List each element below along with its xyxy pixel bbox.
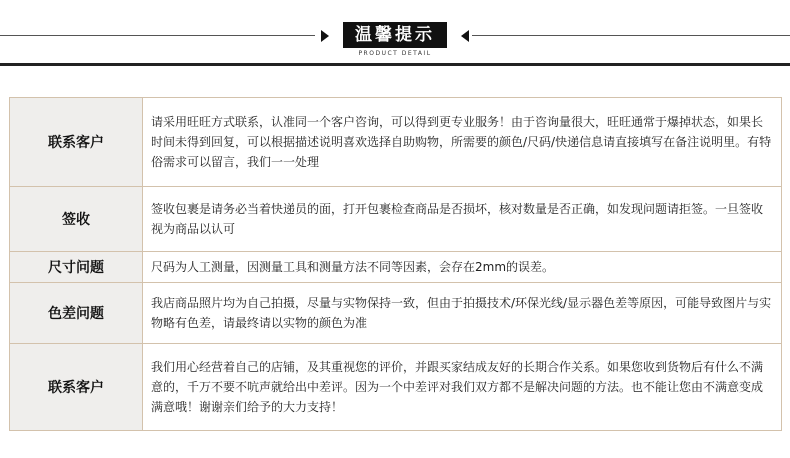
row-label: 色差问题: [10, 283, 143, 344]
table-row: [10, 344, 782, 431]
header-divider-right: [472, 35, 790, 36]
row-text: 尺码为人工测量，因测量工具和测量方法不同等因素，会存在2mm的误差。: [143, 252, 782, 283]
row-text: 我店商品照片均为自己拍摄，尽量与实物保持一致，但由于拍摄技术/环保光线/显示器色差等原因，可能导致图片与实物略有色差，请最终请以实物的颜色为准: [143, 283, 782, 344]
page-header: [0, 0, 790, 66]
table-row: [10, 283, 782, 344]
notice-table: [9, 97, 782, 431]
header-divider-left: [0, 35, 315, 36]
header-arrow-left-icon: [321, 30, 329, 42]
row-text: 我们用心经营着自己的店铺，及其重视您的评价，并跟买家结成友好的长期合作关系。如果您收到货物后有什么不满意的，千万不要不吭声就给出中差评。因为一个中差评对我们双方都不是解决问题的方法。也不能让您由不满意变成满意哦！谢谢亲们给予的大力支持！: [143, 344, 782, 431]
row-text: 请采用旺旺方式联系，认准同一个客户咨询，可以得到更专业服务！由于咨询量很大，旺旺通常于爆掉状态，如果长时间未得到回复，可以根据描述说明喜欢选择自助购物，所需要的颜色/尺码/快递信息请直接填写在备注说明里。有特俗需求可以留言，我们一一处理: [143, 98, 782, 187]
header-arrow-right-icon: [461, 30, 469, 42]
page-title: 温馨提示: [343, 22, 447, 48]
table-row: [10, 252, 782, 283]
table-row: [10, 98, 782, 187]
row-label: 联系客户: [10, 344, 143, 431]
row-label: 尺寸问题: [10, 252, 143, 283]
header-bar: [0, 63, 790, 66]
row-text: 签收包裹是请务必当着快递员的面，打开包裹检查商品是否损坏，核对数量是否正确，如发现问题请拒签。一旦签收视为商品以认可: [143, 187, 782, 252]
row-label: 联系客户: [10, 98, 143, 187]
page-subtitle: PRODUCT DETAIL: [358, 50, 432, 57]
table-row: [10, 187, 782, 252]
row-label: 签收: [10, 187, 143, 252]
